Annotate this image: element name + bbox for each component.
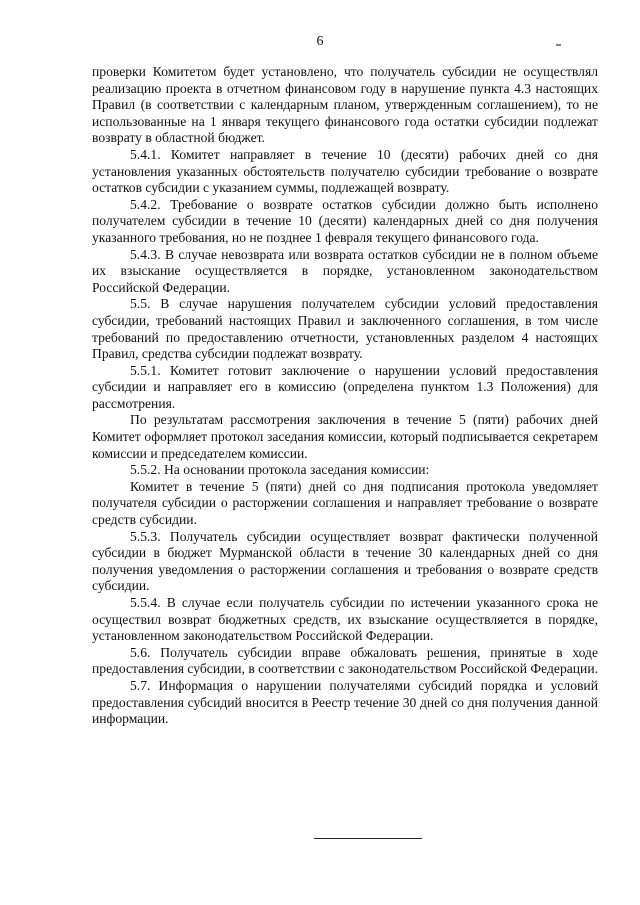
page-number: 6 — [316, 34, 324, 49]
paragraph-5-7: 5.7. Информация о нарушении получателями субсидий порядка и условий предоставления субсидий вносится в Реестр течение 30 дней со дня получения данной информации. — [92, 677, 598, 727]
paragraph-5-6: 5.6. Получатель субсидии вправе обжаловать решения, принятые в ходе предоставления субсидии, в соответствии с законодательством Российской Федерации. — [92, 644, 599, 677]
paragraph-5-4-3: 5.4.3. В случае невозврата или возврата остатков субсидии не в полном объеме их взыскание осуществляется в порядке, установленном законодательством Российской Федерации. — [92, 246, 598, 295]
end-of-text-rule — [314, 838, 422, 839]
scan-mark — [556, 44, 561, 46]
paragraph-5-5: 5.5. В случае нарушения получателем субсидии условий предоставления субсидии, требований настоящих Правил и заключенного соглашения, в том числе требований по предоставлению отчетности, установленных разделом 4 настоящих Правил, средства субсидии подлежат возврату. — [92, 296, 598, 362]
paragraph-5-5-3: 5.5.3. Получатель субсидии осуществляет возврат фактически полученной субсидии в бюджет Мурманской области в течение 30 календарных дней со дня получения уведомления о расторжении соглашения и требования о возврате средств субсидии. — [92, 528, 598, 594]
document-body — [92, 64, 598, 728]
paragraph-continuation: проверки Комитетом будет установлено, что получатель субсидии не осуществлял реализацию проекта в отчетном финансовом году в нарушение пункта 4.3 настоящих Правил (в соответствии с календарным планом, утвержденным соглашением), то не использованные на 1 января текущего финансового года остатки субсидии подлежат возврату в областной бюджет. — [92, 64, 598, 146]
paragraph-5-4-2: 5.4.2. Требование о возврате остатков субсидии должно быть исполнено получателем субсидии в течение 10 (десяти) календарных дней со дня получения указанного требования, но не позднее 1 февраля текущего финансового года. — [92, 196, 598, 245]
paragraph-review-results: По результатам рассмотрения заключения в течение 5 (пяти) рабочих дней Комитет оформляет протокол заседания комиссии, который подписывается секретарем комиссии и председателем комиссии. — [92, 412, 598, 461]
paragraph-5-5-1: 5.5.1. Комитет готовит заключение о нарушении условий предоставления субсидии и направляет его в комиссию (определена пунктом 1.3 Положения) для рассмотрения. — [92, 362, 598, 411]
paragraph-committee-notice: Комитет в течение 5 (пяти) дней со дня подписания протокола уведомляет получателя субсидии о расторжении соглашения и направляет требование о возврате средств субсидии. — [92, 478, 598, 528]
paragraph-5-5-2: 5.5.2. На основании протокола заседания комиссии: — [130, 462, 430, 478]
paragraph-5-4-1: 5.4.1. Комитет направляет в течение 10 (десяти) рабочих дней со дня установления указанных обстоятельств получателю субсидии требование о возврате остатков субсидии с указанием суммы, подлежащей возврату. — [92, 146, 598, 196]
paragraph-5-5-4: 5.5.4. В случае если получатель субсидии по истечении указанного срока не осуществил возврат бюджетных средств, их взыскание осуществляется в порядке, установленном законодательством Российской Федерации. — [92, 595, 598, 644]
